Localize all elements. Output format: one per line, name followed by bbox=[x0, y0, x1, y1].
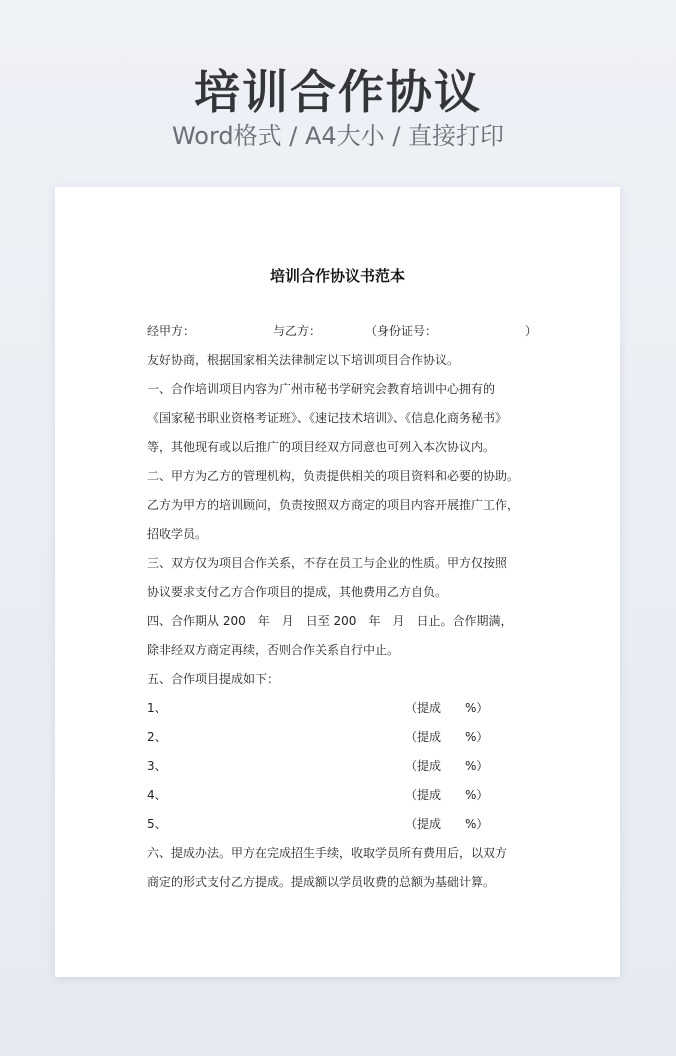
document-page bbox=[55, 187, 620, 977]
paragraph-line: 商定的形式支付乙方提成。提成额以学员收费的总额为基础计算。 bbox=[147, 875, 496, 889]
paragraph-line: 友好协商，根据国家相关法律制定以下培训项目合作协议。 bbox=[147, 353, 460, 367]
commission-rate: （提成 %） bbox=[405, 817, 489, 831]
commission-item bbox=[147, 694, 547, 723]
banner-subtitle: Word格式 / A4大小 / 直接打印 bbox=[171, 122, 505, 150]
signature-line bbox=[147, 317, 547, 346]
paragraph-line: 二、甲方为乙方的管理机构，负责提供相关的项目资料和必要的协助。 bbox=[147, 469, 520, 483]
commission-rate: （提成 %） bbox=[405, 788, 489, 802]
paragraph-line: 六、提成办法。甲方在完成招生手续，收取学员所有费用后，以双方 bbox=[147, 846, 508, 860]
id-number-label: （身份证号： bbox=[365, 324, 438, 338]
party-b-label: 与乙方： bbox=[273, 324, 322, 338]
paragraph-line: 三、双方仅为项目合作关系，不存在员工与企业的性质。甲方仅按照 bbox=[147, 556, 508, 570]
paragraph-line: 乙方为甲方的培训顾问，负责按照双方商定的项目内容开展推广工作， bbox=[147, 498, 520, 512]
document-title: 培训合作协议书范本 bbox=[269, 267, 405, 285]
paragraph-line: 五、合作项目提成如下： bbox=[147, 672, 280, 686]
paragraph-line: 招收学员。 bbox=[147, 527, 208, 541]
commission-rate: （提成 %） bbox=[405, 759, 489, 773]
document-body bbox=[147, 317, 547, 897]
commission-number: 3、 bbox=[147, 759, 167, 773]
commission-item bbox=[147, 723, 547, 752]
commission-number: 4、 bbox=[147, 788, 167, 802]
paragraph-line: 协议要求支付乙方合作项目的提成，其他费用乙方自负。 bbox=[147, 585, 448, 599]
commission-item bbox=[147, 810, 547, 839]
commission-rate: （提成 %） bbox=[405, 701, 489, 715]
paragraph-line: 四、合作期从 200 年 月 日至 200 年 月 日止。合作期满， bbox=[147, 614, 513, 628]
paragraph-line: 一、合作培训项目内容为广州市秘书学研究会教育培训中心拥有的 bbox=[147, 382, 496, 396]
party-a-label: 经甲方： bbox=[147, 324, 196, 338]
commission-number: 2、 bbox=[147, 730, 167, 744]
commission-item bbox=[147, 752, 547, 781]
banner-title: 培训合作协议 bbox=[194, 65, 482, 119]
paragraph-line: 等，其他现有或以后推广的项目经双方同意也可列入本次协议内。 bbox=[147, 440, 496, 454]
id-number-close: ） bbox=[525, 324, 538, 338]
commission-number: 5、 bbox=[147, 817, 167, 831]
commission-item bbox=[147, 781, 547, 810]
commission-number: 1、 bbox=[147, 701, 167, 715]
commission-rate: （提成 %） bbox=[405, 730, 489, 744]
paragraph-line: 《国家秘书职业资格考证班》、《速记技术培训》、《信息化商务秘书》 bbox=[147, 411, 508, 425]
paragraph-line: 除非经双方商定再续，否则合作关系自行中止。 bbox=[147, 643, 400, 657]
